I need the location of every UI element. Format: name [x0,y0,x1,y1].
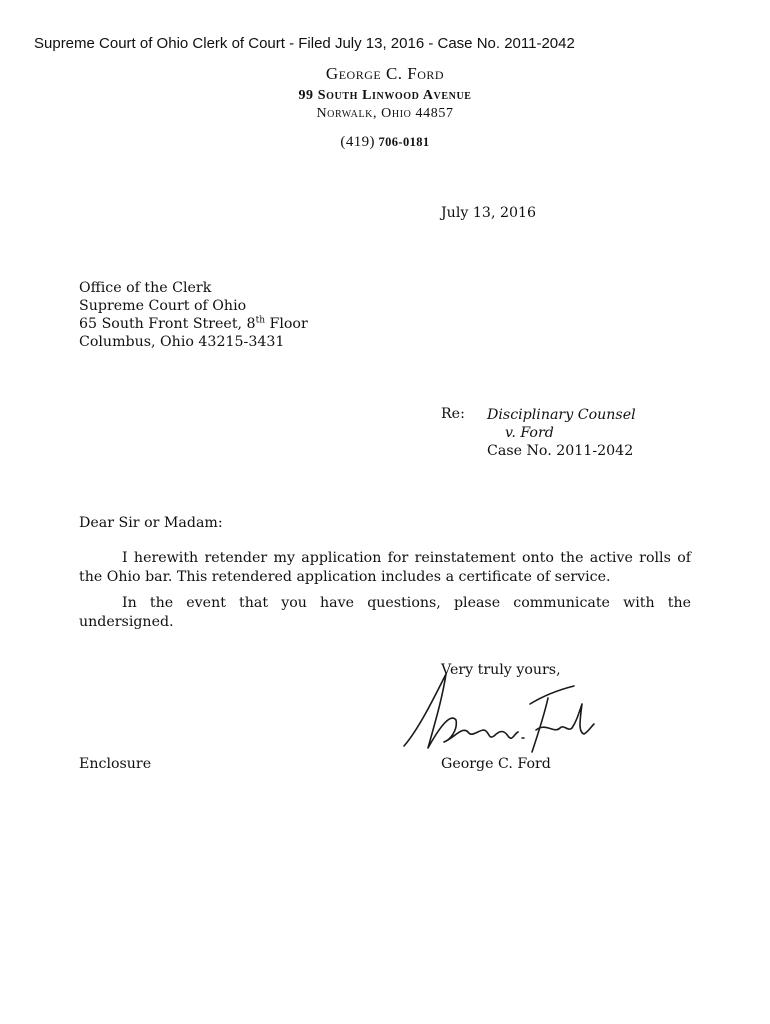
letterhead-address-line1: 99 South Linwood Avenue [298,88,472,103]
re-caption-2: v. Ford [505,425,554,441]
recipient-address [79,279,308,351]
letterhead-phone [0,134,770,151]
body-paragraph-1: I herewith retender my application for reinstatement onto the active rolls of the Ohio bar. This retendered application includes a certificate of service. [79,550,691,585]
re-case-number: Case No. 2011-2042 [487,443,634,459]
recipient-street: 65 South Front Street, 8 [79,316,256,332]
closing: Very truly yours, [441,662,561,678]
phone-number: 706-0181 [374,135,430,149]
letter-date: July 13, 2016 [441,205,537,221]
re-label: Re: [441,406,465,422]
filing-stamp: Supreme Court of Ohio Clerk of Court - Filed July 13, 2016 - Case No. 2011-2042 [34,35,575,52]
recipient-line1: Office of the Clerk [79,280,212,296]
enclosure-note: Enclosure [79,756,152,772]
recipient-floor: Floor [265,316,308,332]
re-caption-1: Disciplinary Counsel [487,407,636,423]
letterhead-address-line2: Norwalk, Ohio 44857 [316,106,454,121]
ordinal-suffix: th [255,315,265,326]
signatory-name: George C. Ford [441,756,551,772]
phone-area-code: (419) [340,134,375,150]
recipient-line2: Supreme Court of Ohio [79,298,247,314]
letterhead-name: George C. Ford [325,64,445,83]
re-block [487,406,636,460]
recipient-line4: Columbus, Ohio 43215-3431 [79,334,285,350]
recipient-line3 [79,315,308,333]
signature [398,660,598,760]
body-paragraph-2: In the event that you have questions, please communicate with the undersigned. [79,595,691,630]
salutation: Dear Sir or Madam: [79,515,223,531]
